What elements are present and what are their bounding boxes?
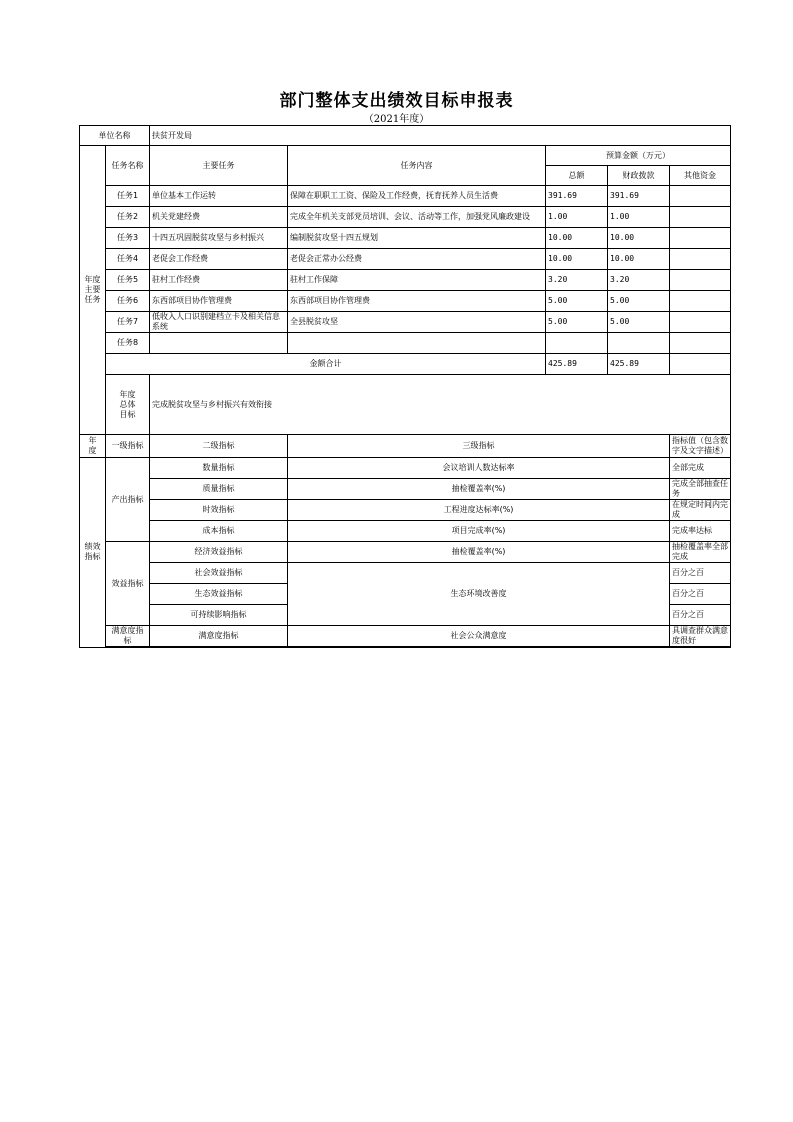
indicators-side-label: [80, 458, 106, 648]
page-title: 部门整体支出绩效目标申报表: [279, 91, 514, 111]
task-row: [80, 333, 731, 354]
task-main: [150, 333, 288, 354]
value-cell: 完成率达标: [670, 521, 731, 542]
col-level2: 二级指标: [150, 435, 288, 458]
task-total: 5.00: [546, 312, 608, 333]
task-content: 编制脱贫攻坚十四五规划: [288, 228, 546, 249]
level2-cell: 成本指标: [150, 521, 288, 542]
value-cell: 完成全部抽查任务: [670, 479, 731, 500]
task-total: 1.00: [546, 207, 608, 228]
task-name: 任务8: [106, 333, 150, 354]
task-other: [670, 186, 731, 207]
task-other: [670, 312, 731, 333]
sum-other: [670, 354, 731, 375]
level3-cell: 社会公众满意度: [288, 626, 670, 648]
col-indicator-value: 指标值（包含数字及文字描述）: [670, 435, 731, 458]
indicator-row: [80, 563, 731, 584]
task-content: 保障在职职工工资、保险及工作经费，抚育抚养人员生活费: [288, 186, 546, 207]
task-total: 10.00: [546, 249, 608, 270]
indicators-year-text: 年 度: [88, 436, 97, 455]
level2-cell: 社会效益指标: [150, 563, 288, 584]
unit-label: 单位名称: [80, 126, 150, 146]
task-row: [80, 207, 731, 228]
task-main: 单位基本工作运转: [150, 186, 288, 207]
value-cell: 具调查群众满意度很好: [670, 626, 731, 648]
sum-row: [80, 354, 731, 375]
task-fiscal: [608, 333, 670, 354]
indicators-header-row: [80, 435, 731, 458]
benefit-indicator-label: 效益指标: [106, 542, 150, 626]
task-content: 驻村工作保障: [288, 270, 546, 291]
tasks-side-text: 年度 主要 任务: [84, 275, 101, 304]
task-main: 老促会工作经费: [150, 249, 288, 270]
year-subtitle: （2021年度）: [363, 114, 430, 125]
task-fiscal: 3.20: [608, 270, 670, 291]
task-name: 任务3: [106, 228, 150, 249]
task-name: 任务7: [106, 312, 150, 333]
level3-cell: 抽检覆盖率(%): [288, 479, 670, 500]
task-row: [80, 312, 731, 333]
task-row: [80, 228, 731, 249]
task-content: 全县脱贫攻坚: [288, 312, 546, 333]
task-other: [670, 270, 731, 291]
indicator-row: [80, 542, 731, 563]
level2-cell: 生态效益指标: [150, 584, 288, 605]
task-content: 完成全年机关支部党员培训、会议、活动等工作，加强党风廉政建设: [288, 207, 546, 228]
level2-cell: 满意度指标: [150, 626, 288, 648]
level3-cell: 生态环境改善度: [288, 563, 670, 626]
task-content: 老促会正常办公经费: [288, 249, 546, 270]
task-name: 任务5: [106, 270, 150, 291]
task-main: 低收入人口识别建档立卡及相关信息系统: [150, 312, 288, 333]
indicators-side-text: 绩效 指标: [84, 542, 101, 562]
task-other: [670, 207, 731, 228]
task-row: [80, 291, 731, 312]
value-cell: 在规定时间内完成: [670, 500, 731, 521]
task-row: [80, 186, 731, 207]
col-total: 总额: [546, 166, 608, 186]
task-content: [288, 333, 546, 354]
col-level3: 三级指标: [288, 435, 670, 458]
task-other: [670, 333, 731, 354]
col-level1: 一级指标: [106, 435, 150, 458]
task-main: 驻村工作经费: [150, 270, 288, 291]
task-total: [546, 333, 608, 354]
indicator-row: [80, 521, 731, 542]
level3-cell: 项目完成率(%): [288, 521, 670, 542]
task-fiscal: 1.00: [608, 207, 670, 228]
col-other: 其他资金: [670, 166, 731, 186]
task-main: 十四五巩固脱贫攻坚与乡村振兴: [150, 228, 288, 249]
task-content: 东西部项目协作管理费: [288, 291, 546, 312]
tasks-header-row-1: [80, 146, 731, 166]
task-total: 391.69: [546, 186, 608, 207]
sum-fiscal: 425.89: [608, 354, 670, 375]
goal-row: [80, 375, 731, 435]
goal-text: 完成脱贫攻坚与乡村振兴有效衔接: [150, 375, 731, 435]
indicator-row: [80, 500, 731, 521]
task-name: 任务1: [106, 186, 150, 207]
value-cell: 百分之百: [670, 605, 731, 626]
level2-cell: 可持续影响指标: [150, 605, 288, 626]
task-other: [670, 228, 731, 249]
task-fiscal: 5.00: [608, 312, 670, 333]
indicators-year-label: [80, 435, 106, 458]
task-main: 机关党建经费: [150, 207, 288, 228]
level3-cell: 抽检覆盖率(%): [288, 542, 670, 563]
col-budget: 预算金额（万元）: [546, 146, 731, 166]
task-name: 任务4: [106, 249, 150, 270]
task-fiscal: 391.69: [608, 186, 670, 207]
level2-cell: 时效指标: [150, 500, 288, 521]
level3-cell: 会议培训人数达标率: [288, 458, 670, 479]
task-name: 任务2: [106, 207, 150, 228]
level2-cell: 数量指标: [150, 458, 288, 479]
value-cell: 百分之百: [670, 584, 731, 605]
task-main: 东西部项目协作管理费: [150, 291, 288, 312]
performance-table: [79, 125, 731, 648]
task-row: [80, 249, 731, 270]
level2-cell: 经济效益指标: [150, 542, 288, 563]
indicator-row: [80, 458, 731, 479]
task-total: 5.00: [546, 291, 608, 312]
satisfaction-indicator-label: 满意度指标: [106, 626, 150, 648]
goal-side-label: [106, 375, 150, 435]
unit-row: [80, 126, 731, 146]
col-main-task: 主要任务: [150, 146, 288, 186]
task-other: [670, 291, 731, 312]
task-total: 10.00: [546, 228, 608, 249]
task-other: [670, 249, 731, 270]
col-task-name: 任务名称: [106, 146, 150, 186]
sum-total: 425.89: [546, 354, 608, 375]
unit-value: 扶贫开发局: [150, 126, 731, 146]
sum-label: 金额合计: [106, 354, 546, 375]
task-total: 3.20: [546, 270, 608, 291]
level2-cell: 质量指标: [150, 479, 288, 500]
level3-cell: 工程进度达标率(%): [288, 500, 670, 521]
output-indicator-label: 产出指标: [106, 458, 150, 542]
value-cell: 百分之百: [670, 563, 731, 584]
value-cell: 抽检覆盖率全部完成: [670, 542, 731, 563]
col-task-content: 任务内容: [288, 146, 546, 186]
task-row: [80, 270, 731, 291]
tasks-side-label: [80, 146, 106, 435]
task-name: 任务6: [106, 291, 150, 312]
indicator-row: [80, 479, 731, 500]
task-fiscal: 10.00: [608, 228, 670, 249]
value-cell: 全部完成: [670, 458, 731, 479]
goal-side-text: 年度 总体 目标: [119, 389, 136, 419]
col-fiscal: 财政拨款: [608, 166, 670, 186]
task-fiscal: 10.00: [608, 249, 670, 270]
indicator-row: [80, 626, 731, 648]
task-fiscal: 5.00: [608, 291, 670, 312]
